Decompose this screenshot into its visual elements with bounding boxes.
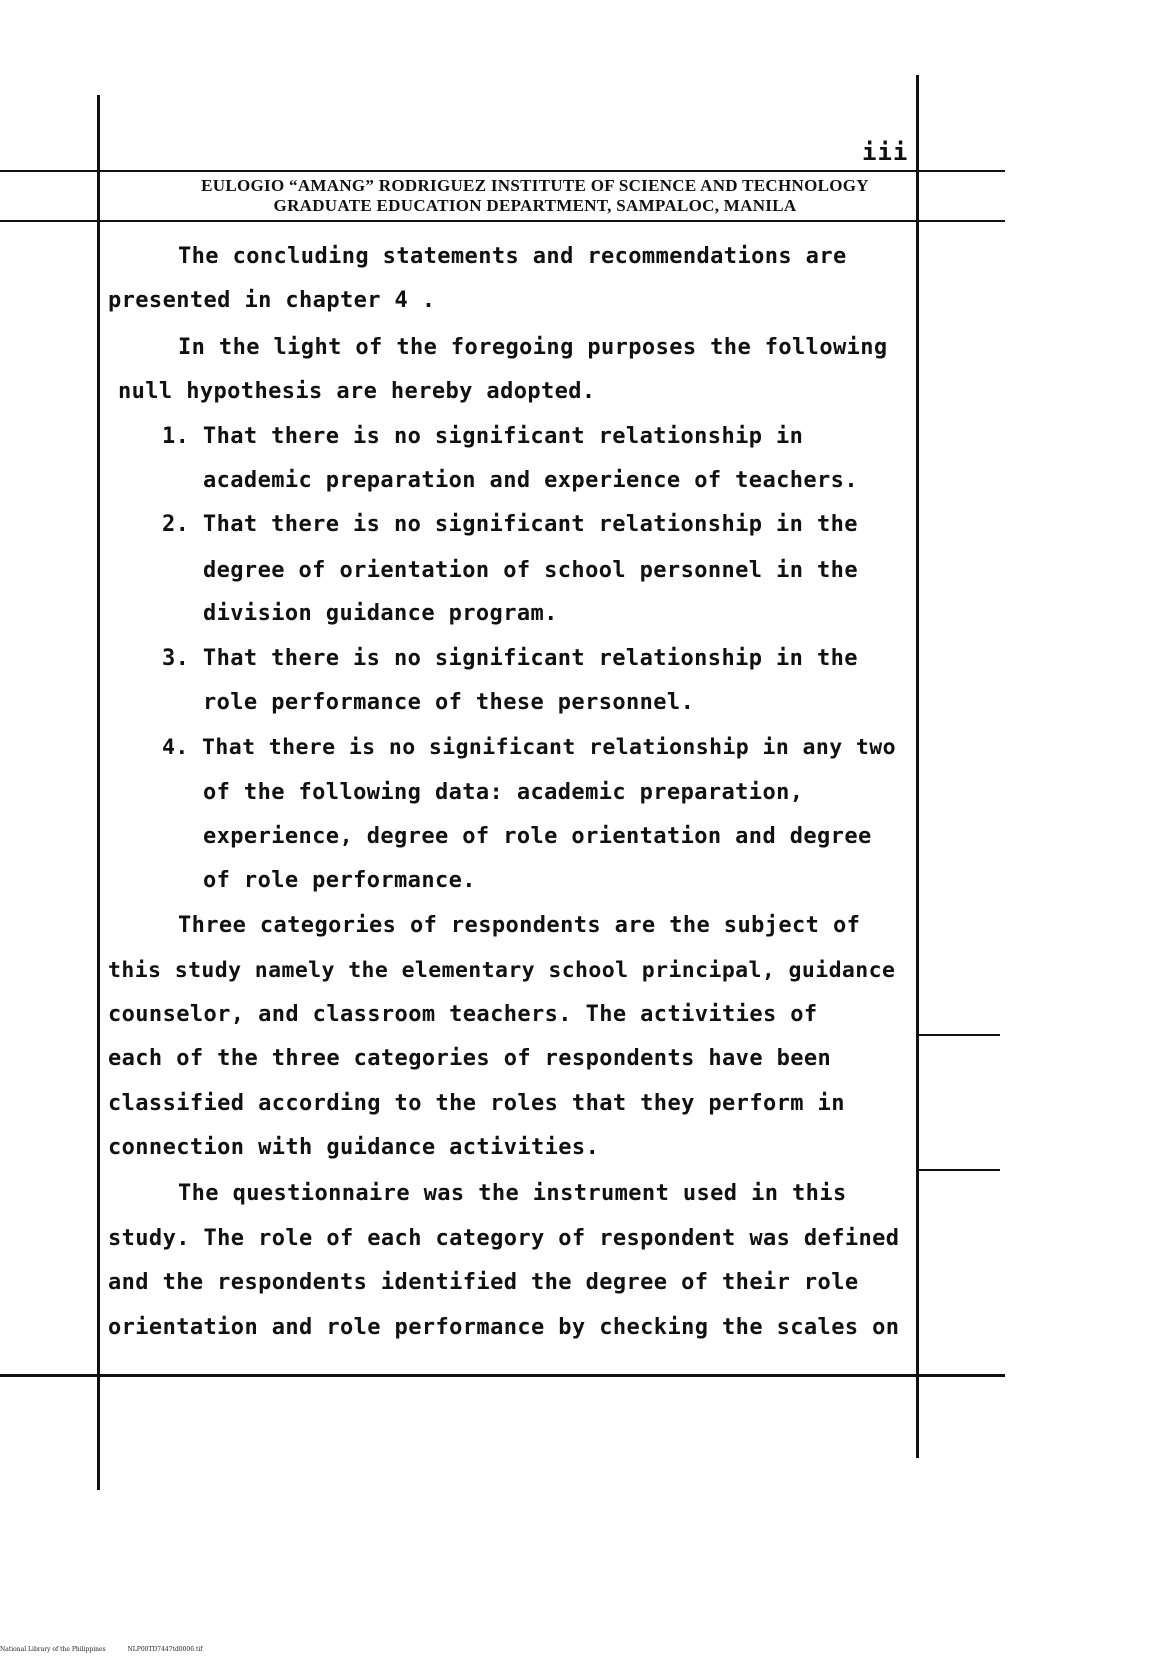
hypothesis-1: 1. That there is no significant relationship in (162, 424, 804, 449)
text-line: division guidance program. (203, 601, 558, 626)
text-line: orientation and role performance by checking the scales on (108, 1315, 900, 1340)
text-line: and the respondents identified the degree of their role (108, 1270, 859, 1295)
text-line: connection with guidance activities. (108, 1135, 600, 1160)
text-line: The questionnaire was the instrument used in this (178, 1181, 847, 1206)
right-margin-rule (916, 75, 919, 1458)
margin-tick (918, 1169, 1000, 1171)
scan-footer (0, 1646, 203, 1653)
text-line: degree of orientation of school personnel in the (203, 558, 858, 583)
text-line: this study namely the elementary school principal, guidance (108, 958, 896, 983)
text-line: of role performance. (203, 868, 476, 893)
hypothesis-4: 4. That there is no significant relationship in any two (162, 735, 896, 760)
text-line: null hypothesis are hereby adopted. (118, 379, 596, 404)
footer-library: National Library of the Philippines (0, 1646, 106, 1653)
text-line: academic preparation and experience of teachers. (203, 468, 858, 493)
hypothesis-3: 3. That there is no significant relationship in the (162, 646, 858, 671)
text-line: counselor, and classroom teachers. The activities of (108, 1002, 818, 1027)
text-line: In the light of the foregoing purposes the following (178, 335, 888, 360)
text-line: classified according to the roles that they perform in (108, 1091, 845, 1116)
text-line: experience, degree of role orientation and degree (203, 824, 872, 849)
text-line: of the following data: academic preparation, (203, 780, 804, 805)
header-top-rule (0, 170, 1005, 172)
institution-name: EULOGIO “AMANG” RODRIGUEZ INSTITUTE OF SCIENCE AND TECHNOLOGY (201, 176, 869, 195)
text-line: Three categories of respondents are the subject of (178, 913, 861, 938)
header-bottom-rule (0, 220, 1005, 222)
department-name: GRADUATE EDUCATION DEPARTMENT, SAMPALOC, MANILA (273, 196, 797, 215)
page-number: iii (862, 138, 909, 166)
text-line: presented in chapter 4 . (108, 288, 436, 313)
text-line: role performance of these personnel. (203, 690, 695, 715)
text-line: study. The role of each category of respondent was defined (108, 1226, 900, 1251)
hypothesis-2: 2. That there is no significant relationship in the (162, 512, 858, 537)
text-line: each of the three categories of respondents have been (108, 1046, 832, 1071)
footer-file: NLP00TD7447td0006.tif (127, 1646, 203, 1653)
left-margin-rule (97, 95, 100, 1490)
text-line: The concluding statements and recommendations are (178, 244, 847, 269)
margin-tick (918, 1034, 1000, 1036)
bottom-rule (0, 1374, 1005, 1377)
